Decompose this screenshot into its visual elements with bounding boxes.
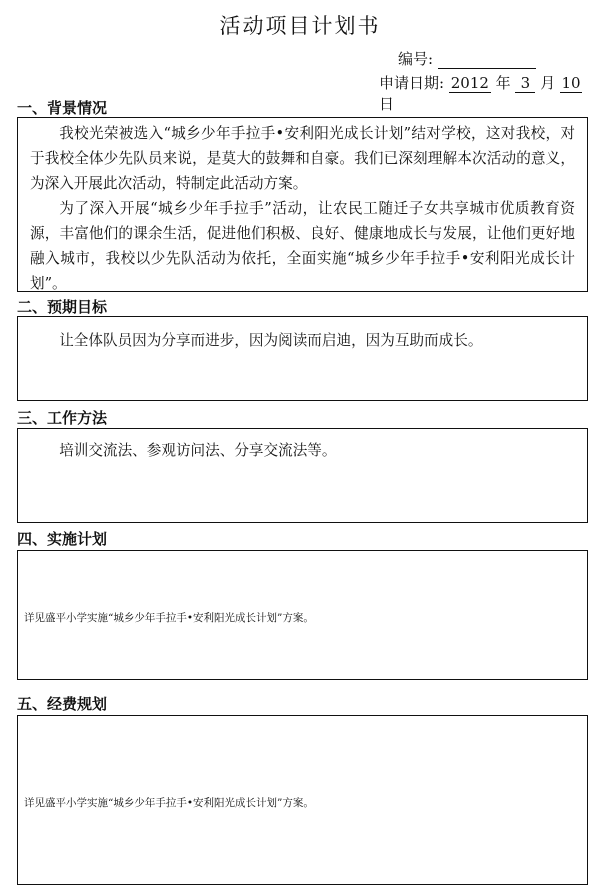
section-background-heading: 一、背景情况	[17, 99, 108, 117]
day-unit: 日	[379, 95, 395, 113]
background-paragraph-1: 我校光荣被选入“城乡少年手拉手•安利阳光成长计划”结对学校，这对我校，对于我校全体少先队员来说，是莫大的鼓舞和自豪。我们已深刻理解本次活动的意义，为深入开展此次活动，特制定此活动方案。	[30, 125, 575, 192]
date-label: 申请日期:	[379, 74, 445, 92]
serial-value	[438, 52, 536, 69]
date-month: 3	[515, 74, 535, 93]
year-unit: 年	[495, 74, 511, 92]
month-unit: 月	[540, 74, 556, 92]
methods-text: 培训交流法、参观访问法、分享交流法等。	[59, 442, 337, 459]
section-background-box	[17, 117, 588, 292]
section-goals-box	[17, 316, 588, 401]
section-plan-box	[17, 550, 588, 680]
background-paragraph-2: 为了深入开展“城乡少年手拉手”活动，让农民工随迁子女共享城市优质教育资源，丰富他们的课余生活，促进他们积极、良好、健康地成长与发展，让他们更好地融入城市，我校以少先队活动为依托，全面实施“城乡少年手拉手•安利阳光成长计划”。	[30, 200, 575, 292]
section-methods-heading: 三、工作方法	[17, 409, 108, 427]
section-budget-heading: 五、经费规划	[17, 695, 108, 713]
section-methods-box	[17, 428, 588, 523]
section-goals-heading: 二、预期目标	[17, 298, 108, 316]
date-year: 2012	[450, 74, 489, 92]
plan-text: 详见盛平小学实施“城乡少年手拉手•安利阳光成长计划”方案。	[24, 612, 314, 624]
budget-text: 详见盛平小学实施“城乡少年手拉手•安利阳光成长计划”方案。	[24, 797, 314, 809]
date-row	[379, 72, 600, 114]
document-title: 活动项目计划书	[219, 14, 381, 38]
section-budget-box	[17, 715, 588, 885]
date-day: 10	[561, 74, 581, 92]
goals-text: 让全体队员因为分享而进步，因为阅读而启迪，因为互助而成长。	[59, 332, 483, 349]
section-plan-heading: 四、实施计划	[17, 530, 108, 548]
serial-label: 编号:	[398, 50, 434, 68]
serial-row	[398, 48, 536, 69]
